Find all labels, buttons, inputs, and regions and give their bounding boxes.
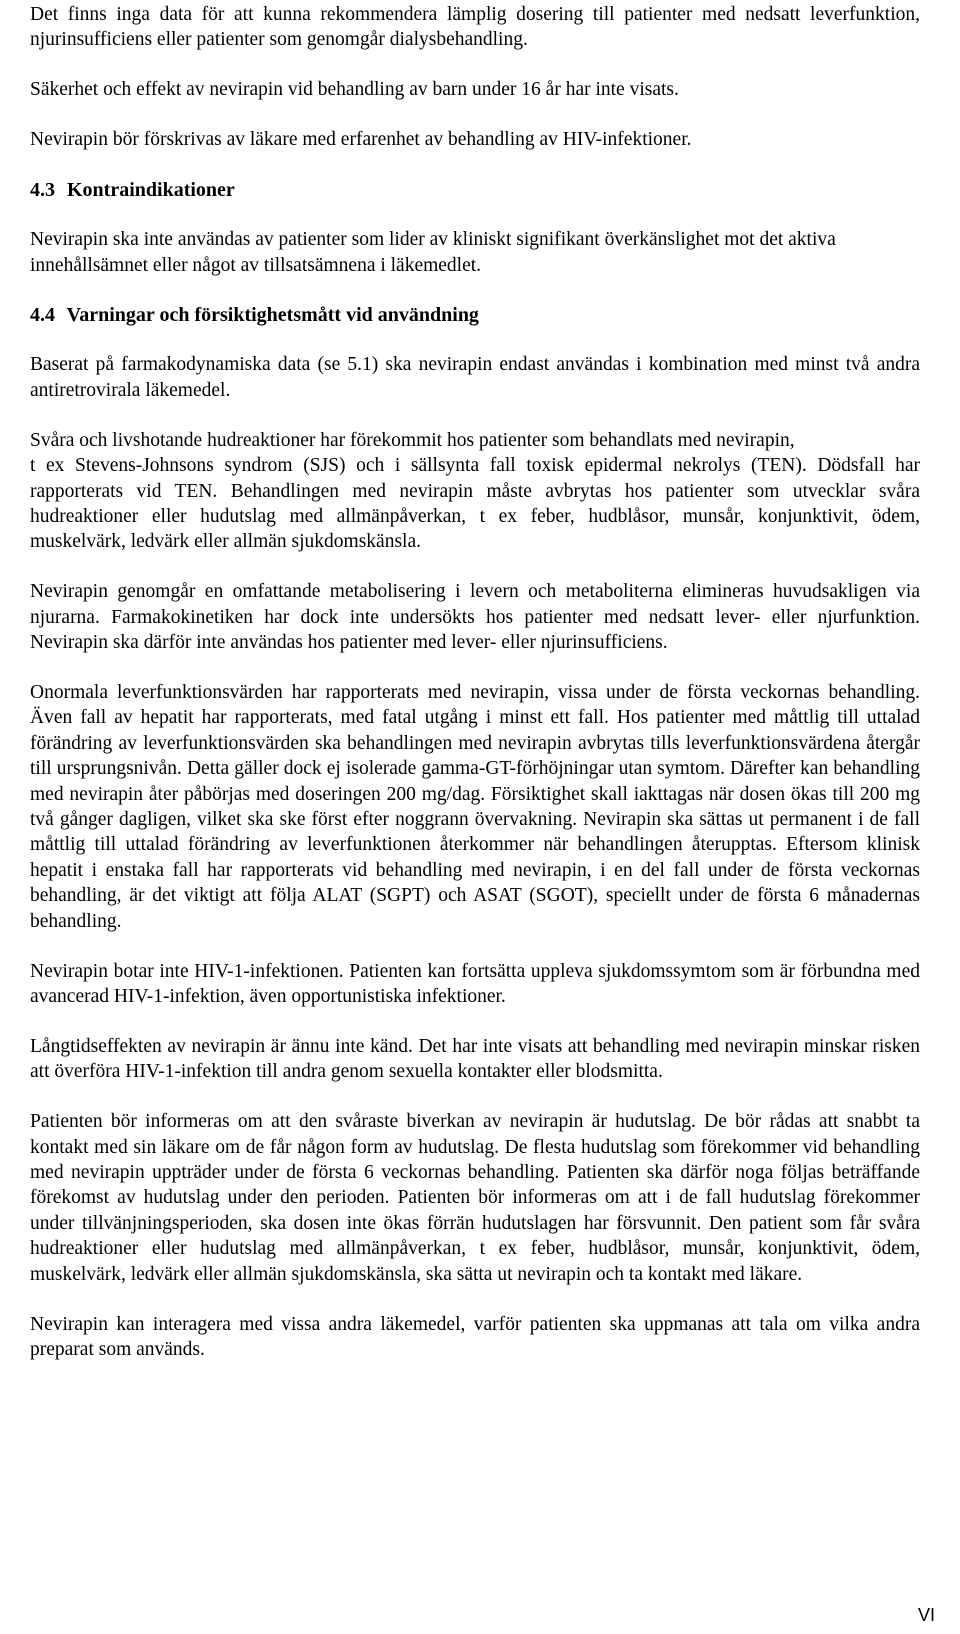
section-heading-4-4 — [30, 302, 920, 328]
warnings-paragraph-metabolism: Nevirapin genomgår en omfattande metabolisering i levern och metaboliterna elimineras huvudsakligen via njurarna. Farmakokinetiken har dock inte undersökts hos patienter med nedsatt lever- eller njurfunktion. Nevirapin ska därför inte användas hos patienter med lever- eller njurinsufficiens. — [30, 581, 920, 654]
warnings-paragraph-skin-reactions: t ex Stevens-Johnsons syndrom (SJS) och i sällsynta fall toxisk epidermal nekrolys (TEN). Dödsfall har rapporterats vid TEN. Behandlingen med nevirapin måste avbrytas hos patienter som utvecklar svåra hudreaktioner eller hudutslag med allmänpåverkan, t ex feber, hudblåsor, munsår, konjunktivit, ödem, muskelvärk, ledvärk eller allmän sjukdomskänsla. — [30, 455, 920, 553]
warnings-paragraph-not-cure: Nevirapin botar inte HIV-1-infektionen. Patienten kan fortsätta uppleva sjukdomssymtom som är förbundna med avancerad HIV-1-infektion, även opportunistiska infektioner. — [30, 960, 920, 1007]
document-body — [30, 2, 920, 1387]
section-title-4-3: Kontraindikationer — [67, 179, 235, 202]
intro-paragraph-dosing: Det finns inga data för att kunna rekommendera lämplig dosering till patienter med nedsatt leverfunktion, njurinsufficiens eller patienter som genomgår dialysbehandling. — [30, 4, 920, 51]
section-number-4-4: 4.4 — [30, 304, 55, 327]
intro-paragraph-prescribing: Nevirapin bör förskrivas av läkare med erfarenhet av behandling av HIV-infektioner. — [30, 129, 692, 151]
contraindications-paragraph: Nevirapin ska inte användas av patienter som lider av kliniskt signifikant överkänslighet mot det aktiva innehållsämnet eller något av tillsatsämnena i läkemedlet. — [30, 229, 836, 276]
section-heading-4-3 — [30, 177, 920, 203]
warnings-paragraph-liver-function: Onormala leverfunktionsvärden har rapporterats med nevirapin, vissa under de första veckornas behandling. Även fall av hepatit har rapporterats, med fatal utgång i minst ett fall. Hos patienter med måttlig till uttalad förändring av leverfunktionsvärden ska behandlingen med nevirapin avbrytas tills leverfunktionsvärdena återgår till ursprungsnivån. Detta gäller dock ej isolerade gamma-GT-förhöjningar utan symtom. Därefter kan behandling med nevirapin åter påbörjas med doseringen 200 mg/dag. Försiktighet skall iakttagas när dosen ökas till 200 mg två gånger dagligen, vilket ska ske först efter noggrann övervakning. Nevirapin ska sättas ut permanent i de fall måttlig till uttalad förändring av leverfunktionen återkommer när behandlingen återupptas. Eftersom klinisk hepatit i enstaka fall har rapporterats vid behandling med nevirapin, i en del fall under de första veckornas behandling, är det viktigt att följa ALAT (SGPT) och ASAT (SGOT), speciellt under de första 6 månadernas behandling. — [30, 682, 920, 932]
warnings-paragraph-patient-information: Patienten bör informeras om att den svåraste biverkan av nevirapin är hudutslag. De bör rådas att snabbt ta kontakt med sin läkare om de får någon form av hudutslag. De flesta hudutslag som förekommer vid behandling med nevirapin uppträder under de första 6 veckornas behandling. Patienten ska därför noga följas beträffande förekomst av hudutslag under den perioden. Patienten bör informeras om att i de fall hudutslag förekommer under tillvänjningsperioden, ska dosen inte ökas förrän hudutslagen har försvunnit. Den patient som får svåra hudreaktioner eller hudutslag med allmänpåverkan, t ex feber, hudblåsor, munsår, konjunktivit, ödem, muskelvärk, ledvärk eller allmän sjukdomskänsla, ska sätta ut nevirapin och ta kontakt med läkare. — [30, 1111, 920, 1285]
warnings-paragraph-combination: Baserat på farmakodynamiska data (se 5.1) ska nevirapin endast användas i kombination med minst två andra antiretrovirala läkemedel. — [30, 354, 920, 401]
intro-paragraph-children: Säkerhet och effekt av nevirapin vid behandling av barn under 16 år har inte visats. — [30, 79, 679, 101]
warnings-paragraph-long-term: Långtidseffekten av nevirapin är ännu inte känd. Det har inte visats att behandling med nevirapin minskar risken att överföra HIV-1-infektion till andra genom sexuella kontakter eller blodsmitta. — [30, 1035, 920, 1083]
warnings-paragraph-interactions: Nevirapin kan interagera med vissa andra läkemedel, varför patienten ska uppmanas att tala om vilka andra preparat som används. — [30, 1313, 920, 1360]
section-title-4-4: Varningar och försiktighetsmått vid användning — [66, 304, 479, 327]
page-number: VI — [917, 1605, 935, 1625]
warnings-paragraph-skin-reactions-start: Svåra och livshotande hudreaktioner har förekommit hos patienter som behandlats med nevirapin, — [30, 429, 795, 451]
section-number-4-3: 4.3 — [30, 179, 55, 202]
